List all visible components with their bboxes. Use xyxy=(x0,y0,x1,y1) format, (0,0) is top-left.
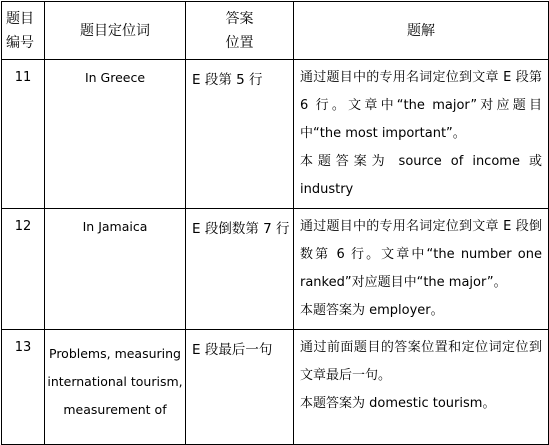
question-number: 13 xyxy=(2,330,45,445)
table-row xyxy=(2,60,549,209)
answer-analysis-table xyxy=(1,1,549,445)
header-explanation: 题解 xyxy=(294,2,549,60)
explanation xyxy=(294,330,549,445)
explanation-answer: 本题答案为 source of income 或 industry xyxy=(300,154,542,197)
explanation xyxy=(294,209,549,330)
question-number: 12 xyxy=(2,209,45,330)
explanation-answer: 本题答案为 domestic tourism。 xyxy=(300,396,496,411)
table-header-row xyxy=(2,2,549,60)
header-keyword: 题目定位词 xyxy=(45,2,186,60)
explanation-paragraph: 通过题目中的专用名词定位到文章 E 段倒数第 6 行。文章中“the number one ranked”对应题目中“the major”。 xyxy=(300,219,542,290)
answer-position: E 段第 5 行 xyxy=(186,60,294,209)
answer-position: E 段最后一句 xyxy=(186,330,294,445)
explanation-paragraph: 通过前面题目的答案位置和定位词定位到文章最后一句。 xyxy=(300,340,542,383)
answer-position: E 段倒数第 7 行 xyxy=(186,209,294,330)
locator-keyword: In Greece xyxy=(45,60,186,209)
explanation xyxy=(294,60,549,209)
explanation-paragraph: 通过题目中的专用名词定位到文章 E 段第 6 行。文章中“the major”对应题目中“the most important”。 xyxy=(300,70,542,141)
table-row xyxy=(2,330,549,445)
question-number: 11 xyxy=(2,60,45,209)
locator-keyword: In Jamaica xyxy=(45,209,186,330)
locator-keyword: Problems, measuring international tourism, measurement of xyxy=(45,330,186,445)
explanation-answer: 本题答案为 employer。 xyxy=(300,303,444,318)
header-question-number: 题目 编号 xyxy=(2,2,45,60)
header-answer-position: 答案 位置 xyxy=(186,2,294,60)
table-row xyxy=(2,209,549,330)
